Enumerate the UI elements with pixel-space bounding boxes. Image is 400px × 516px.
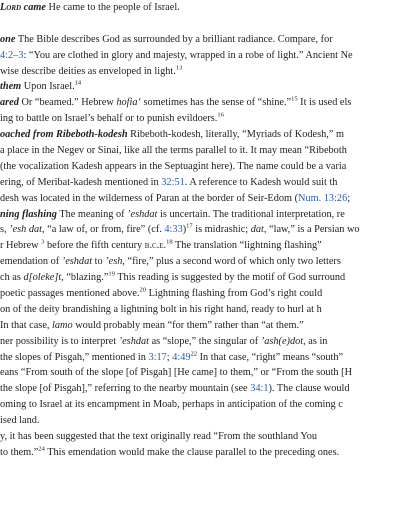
text-run: Ribeboth-kodesh, literally, “Myriads of Kodesh,” m [127, 129, 344, 141]
text-run: , “law,” is a Persian wo [263, 224, 360, 236]
text-run: emendation of [0, 256, 62, 268]
text-line [0, 48, 400, 64]
text-run: a place in the Negev or Sinai, like all the terms parallel to it. It may mean “Ribeboth [0, 145, 347, 157]
text-line [0, 127, 400, 143]
text-run: ing to battle on Israel’s behalf or to punish evildoers. [0, 113, 218, 125]
text-line [0, 238, 400, 254]
text-run: , “blazing.” [61, 272, 109, 284]
footnote-marker: 22 [190, 350, 197, 358]
scripture-reference[interactable]: 3:17 [148, 351, 167, 363]
text-line [0, 191, 400, 207]
hebrew-term: hofia‘ [116, 97, 141, 109]
footnote-marker: 18 [166, 238, 173, 246]
text-run: before the fifth century [44, 240, 145, 252]
text-run: ; [347, 192, 351, 204]
text-run: wise describe deities as enveloped in light. [0, 65, 176, 77]
text-run: The meaning of [56, 208, 128, 220]
text-run: This reading is suggested by the motif of God surround [114, 272, 346, 284]
hebrew-term: lamo [52, 319, 73, 331]
text-line [0, 302, 400, 318]
text-run: He came to the people of Israel. [45, 2, 180, 13]
text-run: This emendation would make the clause parallel to the preceding ones. [44, 446, 340, 458]
text-line [0, 334, 400, 350]
text-line [0, 445, 400, 461]
text-run: The Bible describes God as surrounded by a brilliant radiance. Compare, for [15, 33, 333, 45]
paragraph [0, 127, 400, 206]
text-line [0, 429, 400, 445]
text-run: as “slope,” the singular of [149, 335, 261, 347]
text-run: eans “From south of the slope [of Pisgah] [He came] to them,” or “From the south [H [0, 367, 353, 379]
text-run: on of the deity brandishing a lightning bolt in his right hand, ready to hurl at h [0, 303, 322, 315]
text-run: would probably mean “for them” rather than “at them.” [72, 319, 304, 331]
text-line [0, 350, 400, 366]
hebrew-term: d[oleke]t [23, 272, 62, 284]
scripture-reference[interactable]: 32:51 [161, 176, 185, 188]
footnote-marker: 16 [217, 111, 224, 119]
text-run: . A reference to Kadesh would suit th [184, 176, 338, 188]
footnote-marker: 20 [139, 286, 147, 294]
text-run: ised land. [0, 415, 40, 427]
footnote-marker: 17 [186, 223, 193, 231]
scripture-reference[interactable]: 4:2–3 [0, 49, 24, 61]
lemma-term: ning flashing [0, 208, 57, 220]
text-line [0, 397, 400, 413]
hebrew-term: ’esh dat [9, 224, 43, 236]
text-line [0, 413, 400, 429]
hebrew-term: ’ash(e)dot [260, 335, 304, 347]
text-run: desh was located in the wilderness of Paran at the border of Seir-Edom ( [0, 192, 299, 204]
era-abbreviation: b.c.e. [144, 240, 167, 252]
text-run: Or “beamed.” Hebrew [18, 97, 117, 109]
text-line [0, 270, 400, 286]
text-line [0, 64, 400, 80]
text-run: : “You are clothed in glory and majesty, wrapped in a robe of light.” Ancient Ne [23, 49, 353, 61]
paragraph [0, 79, 400, 95]
text-run: It is used els [297, 97, 352, 109]
text-line [0, 365, 400, 381]
footnote-marker: 13 [175, 64, 183, 72]
text-run: is uncertain. The traditional interpretation, re [157, 208, 345, 220]
paragraph [0, 0, 400, 32]
scripture-reference[interactable]: 4:49 [172, 351, 191, 363]
text-run: to them.” [0, 446, 39, 458]
footnote-marker: 3 [41, 238, 45, 246]
text-run: ). The clause would [268, 383, 350, 395]
text-run: poetic passages mentioned above. [0, 288, 140, 300]
text-run: In that case, “right” means “south” [197, 351, 344, 363]
scripture-reference[interactable]: 34:1 [250, 383, 269, 395]
footnote-marker: 15 [291, 95, 298, 103]
footnote-marker: 19 [108, 270, 115, 278]
lemma-term: them [0, 81, 22, 93]
text-line [0, 286, 400, 302]
text-line [0, 254, 400, 270]
text-run: ner possibility is to interpret [0, 335, 119, 347]
text-run: , “a law of, or from, fire” (cf. [42, 224, 165, 236]
text-run: y, it has been suggested that the text originally read “From the southland You [0, 431, 318, 443]
footnote-marker: 14 [74, 80, 82, 88]
text-run: The translation “lightning flashing” [172, 240, 322, 252]
hebrew-term: dat [250, 224, 264, 236]
text-line [0, 111, 400, 127]
text-line [0, 95, 400, 111]
text-line [0, 143, 400, 159]
text-run: r Hebrew [0, 240, 42, 252]
text-run: the slope [of Pisgah],” referring to the nearby mountain (see [0, 383, 251, 395]
lemma-term: one [0, 33, 16, 45]
text-line [0, 0, 400, 16]
text-line [0, 318, 400, 334]
scripture-reference[interactable]: Num. 13:26 [298, 192, 348, 204]
text-run: oming to Israel at its encampment in Moab, perhaps in anticipation of the coming c [0, 399, 343, 411]
paragraph [0, 95, 400, 127]
text-run: s, [0, 224, 10, 236]
scripture-reference[interactable]: 4:33 [164, 224, 183, 236]
text-line [0, 159, 400, 175]
hebrew-term: ’eshdat [61, 256, 93, 268]
text-run: , as in [303, 335, 328, 347]
paragraph [0, 207, 400, 461]
text-run: the slopes of Pisgah,” mentioned in [0, 351, 149, 363]
text-run: ering, of Meribat-kadesh mentioned in [0, 176, 162, 188]
text-run: sometimes has the sense of “shine.” [140, 97, 292, 109]
text-line [0, 381, 400, 397]
paragraph [0, 32, 400, 80]
hebrew-term: ’esh [105, 256, 123, 268]
text-run: ; [166, 351, 173, 363]
hebrew-term: ’eshdat [118, 335, 149, 347]
text-line [0, 32, 400, 48]
text-run: Lightning flashing from God’s right could [146, 288, 323, 300]
lemma-term: oached from Ribeboth-kodesh [0, 129, 128, 141]
text-run: ch as [0, 272, 24, 284]
lemma-term: came [21, 2, 46, 13]
text-run: is midrashic; [192, 224, 251, 236]
text-run: ) [182, 224, 187, 236]
lemma-term: Lord [0, 2, 22, 13]
text-run: , “fire,” plus a second word of which only two letters [122, 256, 341, 268]
text-run: Upon Israel. [21, 81, 75, 93]
footnote-marker: 24 [38, 445, 45, 453]
text-run: to [92, 256, 106, 268]
text-line [0, 16, 400, 32]
text-line [0, 222, 400, 238]
text-run: In that case, [0, 319, 53, 331]
text-line [0, 175, 400, 191]
lemma-term: ared [0, 97, 19, 109]
text-run: (the vocalization Kadesh appears in the Septuagint here). The name could be a varia [0, 160, 347, 172]
text-line [0, 207, 400, 223]
text-line [0, 79, 400, 95]
hebrew-term: ’eshdat [127, 208, 158, 220]
